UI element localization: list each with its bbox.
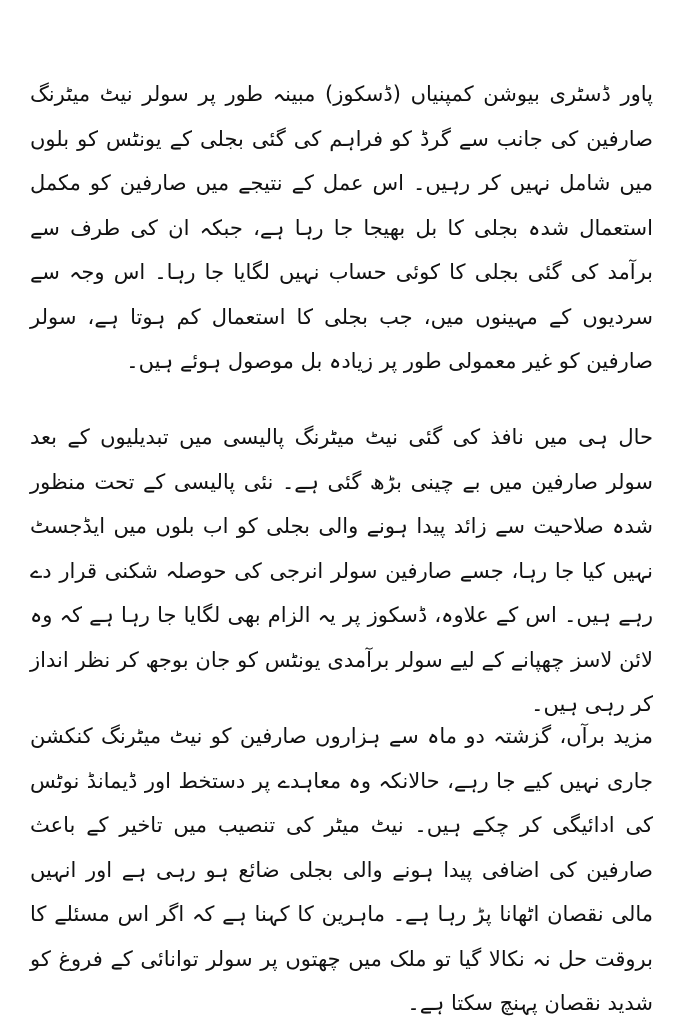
paragraph-2: حال ہی میں نافذ کی گئی نیٹ میٹرنگ پالیسی میں تبدیلیوں کے بعد سولر صارفین میں بے چینی بڑھ گئی ہے۔ نئی پالیسی کے تحت منظور شدہ صلاحیت سے زائد پیدا ہونے والی بجلی کو اب بلوں میں ایڈجسٹ نہیں کیا جا رہا، جسے صارفین سولر انرجی کی حوصلہ شکنی قرار دے رہے ہیں۔ اس کے علاوہ، ڈسکوز پر یہ الزام بھی لگایا جا رہا ہے کہ وہ لائن لاسز چھپانے کے لیے سولر برآمدی یونٹس کو جان بوجھ کر نظر انداز کر رہی ہیں۔ xyxy=(30,425,653,716)
paragraph-3: مزید برآں، گزشتہ دو ماہ سے ہزاروں صارفین کو نیٹ میٹرنگ کنکشن جاری نہیں کیے جا رہے، حالانکہ وہ معاہدے پر دستخط اور ڈیمانڈ نوٹس کی ادائیگی کر چکے ہیں۔ نیٹ میٹر کی تنصیب میں تاخیر کے باعث صارفین کی اضافی پیدا ہونے والی بجلی ضائع ہو رہی ہے اور انہیں مالی نقصان اٹھانا پڑ رہا ہے۔ ماہرین کا کہنا ہے کہ اگر اس مسئلے کا بروقت حل نہ نکالا گیا تو ملک میں چھتوں پر سولر توانائی کے فروغ کو شدید نقصان پہنچ سکتا ہے۔ xyxy=(30,724,653,1015)
paragraph-1: پاور ڈسٹری بیوشن کمپنیاں (ڈسکوز) مبینہ طور پر سولر نیٹ میٹرنگ صارفین کی جانب سے گرڈ کو فراہم کی گئی بجلی کے یونٹس کو بلوں میں شامل نہیں کر رہیں۔ اس عمل کے نتیجے میں صارفین کو مکمل استعمال شدہ بجلی کا بل بھیجا جا رہا ہے، جبکہ ان کی طرف سے برآمد کی گئی بجلی کا کوئی حساب نہیں لگایا جا رہا۔ اس وجہ سے سردیوں کے مہینوں میں، جب بجلی کا استعمال کم ہوتا ہے، سولر صارفین کو غیر معمولی طور پر زیادہ بل موصول ہوئے ہیں۔ xyxy=(30,82,653,373)
